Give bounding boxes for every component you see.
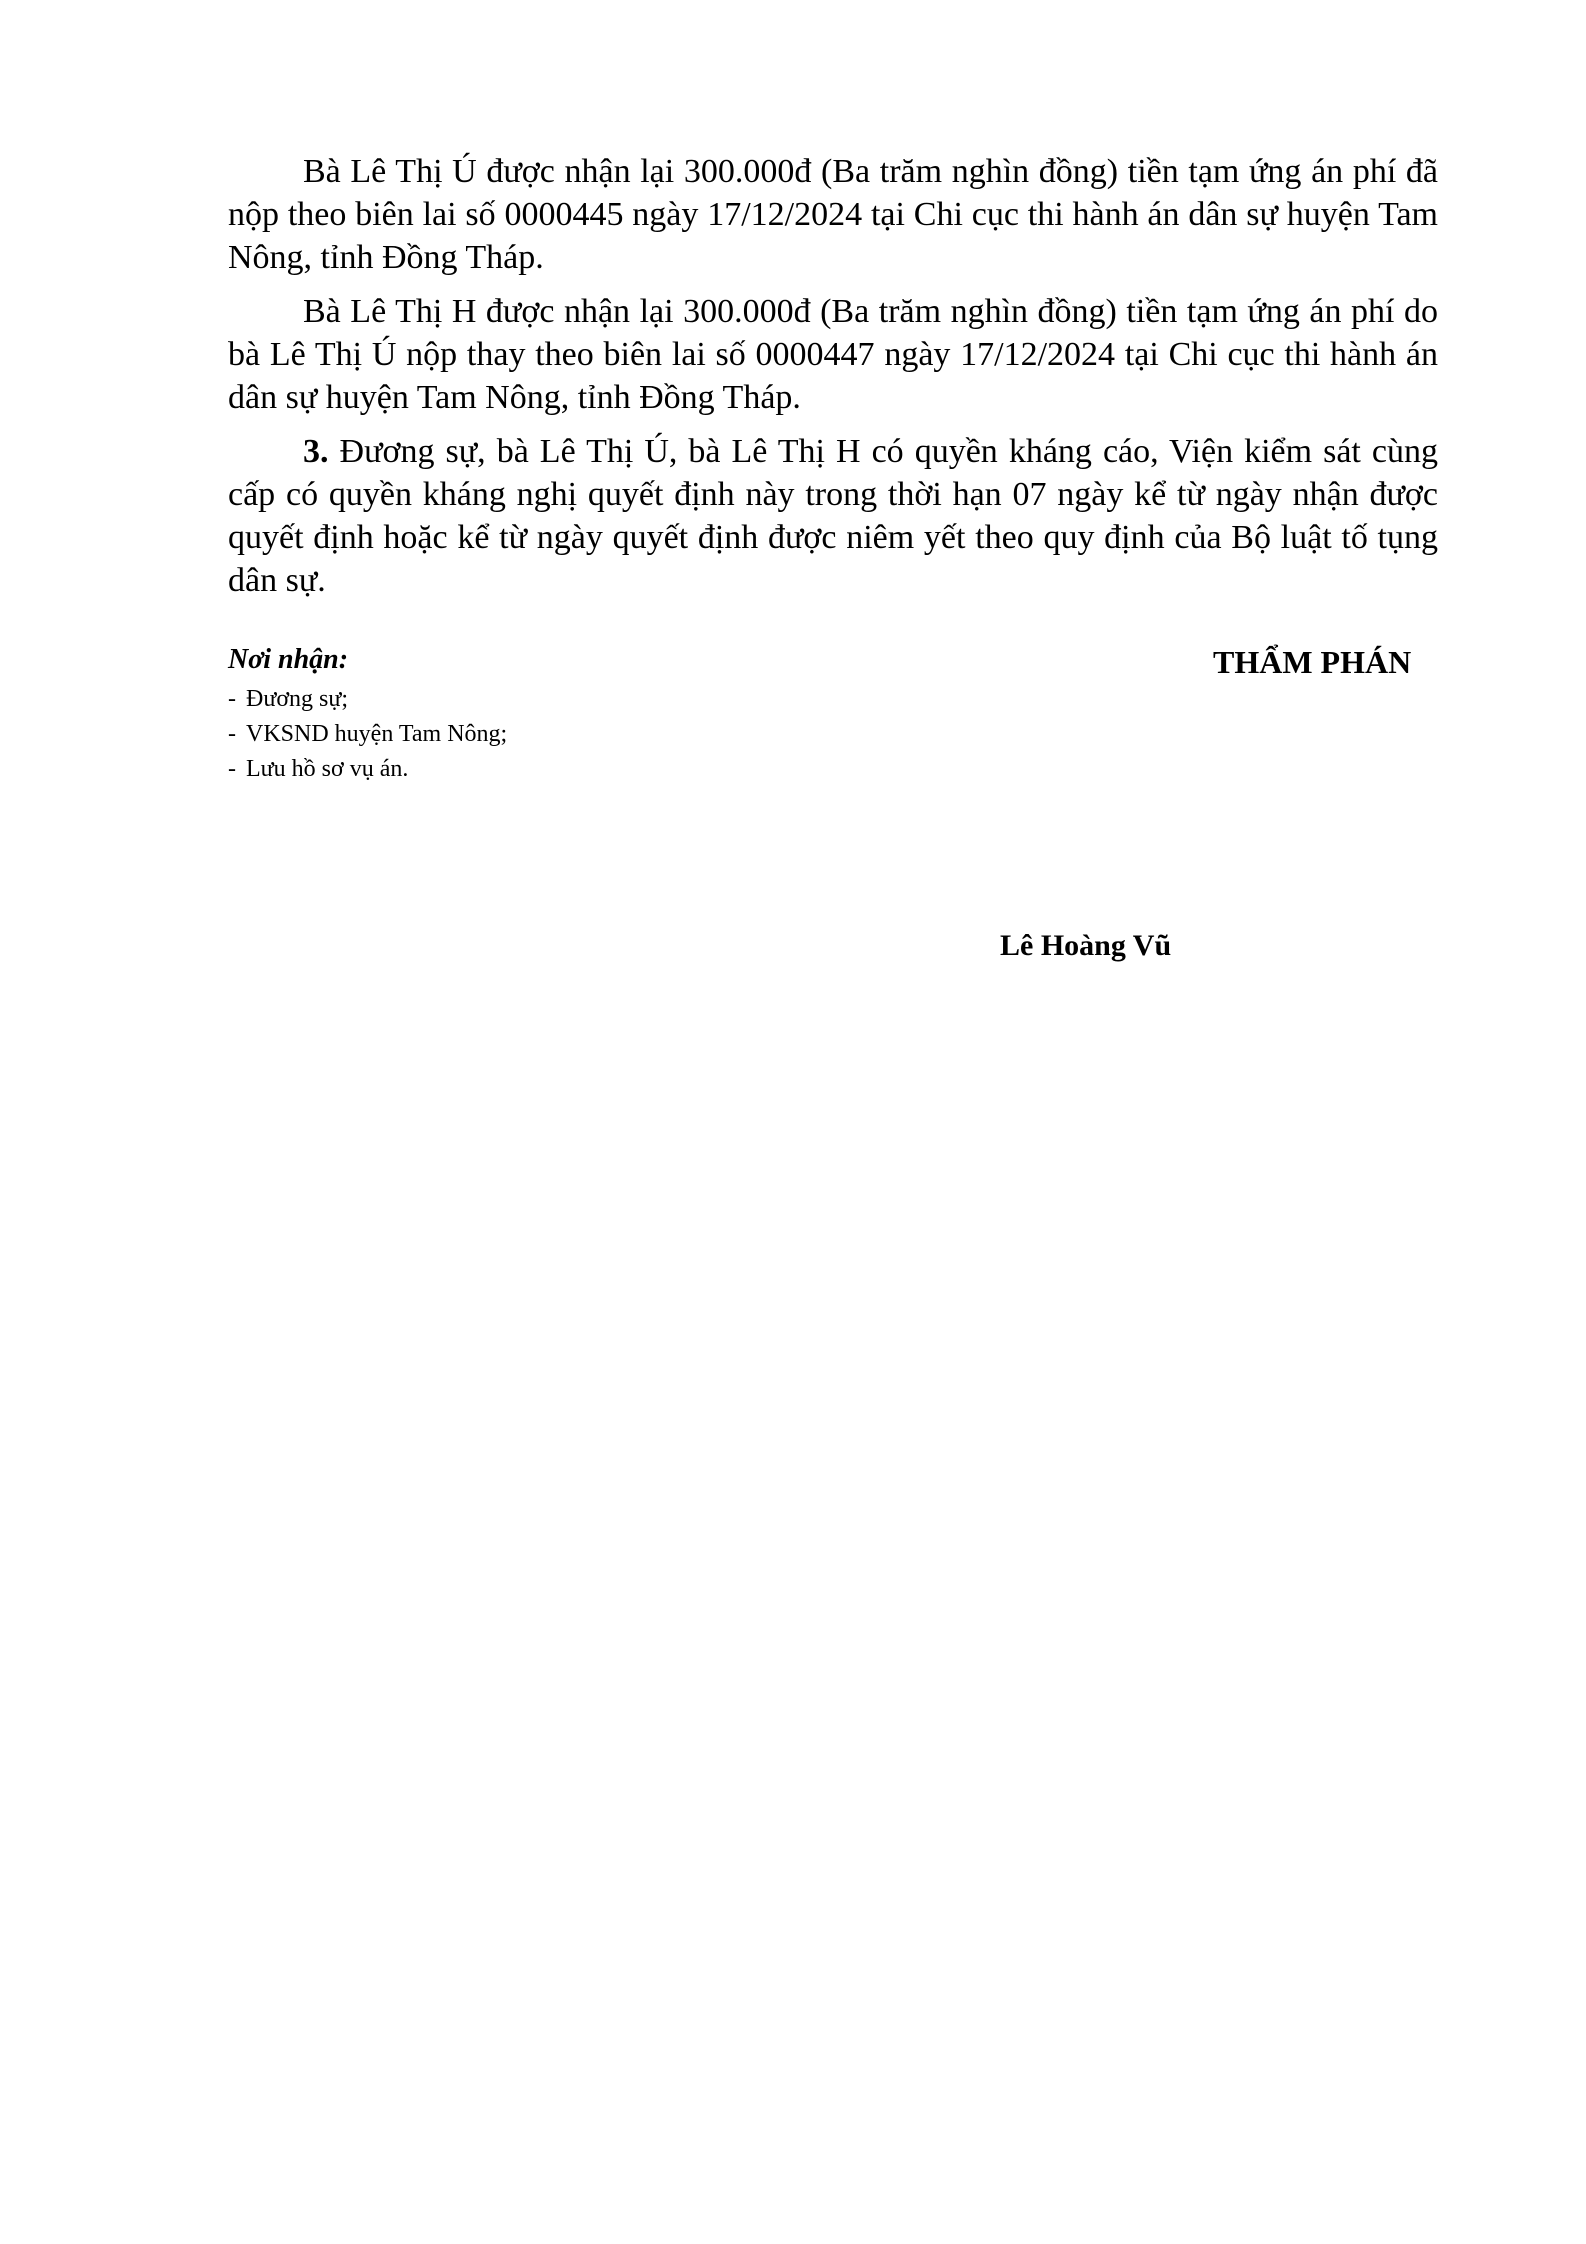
dash-mark: - xyxy=(228,721,236,747)
signer-title: THẨM PHÁN xyxy=(1213,644,1412,680)
paragraph-appeal-text: Đương sự, bà Lê Thị Ú, bà Lê Thị H có quyền kháng cáo, Viện kiểm sát cùng cấp có quyền kháng nghị quyết định này trong thời hạn 07 ngày kể từ ngày nhận được quyết định hoặc kể từ ngày quyết định được niêm yết theo quy định của Bộ luật tố tụng dân sự. xyxy=(228,433,1438,599)
paragraph-refund-le-thi-h: Bà Lê Thị H được nhận lại 300.000đ (Ba trăm nghìn đồng) tiền tạm ứng án phí do bà Lê Thị Ú nộp thay theo biên lai số 0000447 ngày 17/12/2024 tại Chi cục thi hành án dân sự huyện Tam Nông, tỉnh Đồng Tháp. xyxy=(228,293,1438,416)
paragraph-number: 3. xyxy=(303,433,329,470)
paragraph-appeal-rights xyxy=(228,430,1438,602)
signer-name: Lê Hoàng Vũ xyxy=(1000,929,1172,962)
recipient-item: - Lưu hồ sơ vụ án. xyxy=(228,752,828,787)
dash-mark: - xyxy=(228,756,236,782)
dash-mark: - xyxy=(228,686,236,712)
document-body xyxy=(228,150,1438,613)
recipients-block xyxy=(228,643,828,787)
paragraph-refund-le-thi-u: Bà Lê Thị Ú được nhận lại 300.000đ (Ba trăm nghìn đồng) tiền tạm ứng án phí đã nộp theo biên lai số 0000445 ngày 17/12/2024 tại Chi cục thi hành án dân sự huyện Tam Nông, tỉnh Đồng Tháp. xyxy=(228,153,1438,276)
recipient-item: - VKSND huyện Tam Nông; xyxy=(228,717,828,752)
recipient-item: - Đương sự; xyxy=(228,682,828,717)
recipients-title: Nơi nhận: xyxy=(228,644,349,675)
recipients-list xyxy=(228,682,828,787)
